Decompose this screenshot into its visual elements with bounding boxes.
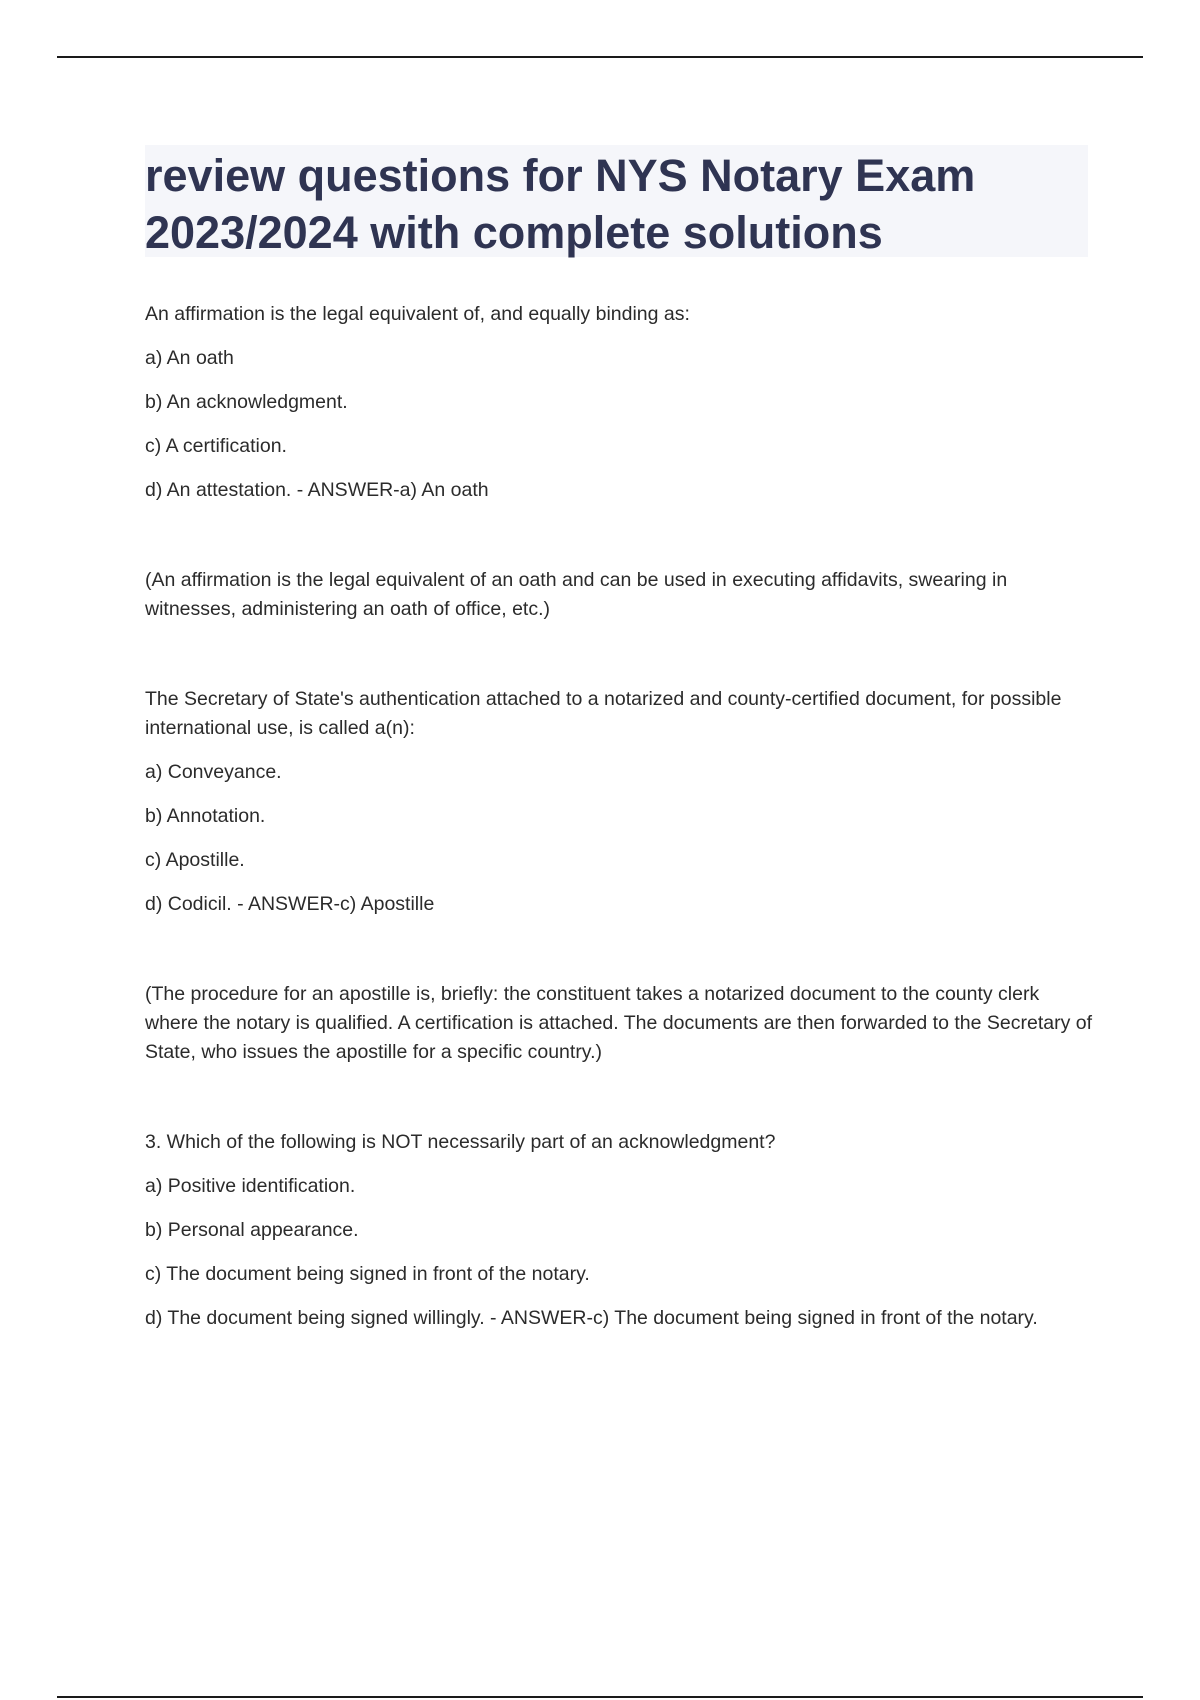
q2-option-a: a) Conveyance. xyxy=(145,761,282,783)
q1-explanation: (An affirmation is the legal equivalent of an oath and can be used in executing affidavits, swearing in witnesses, administering an oath of office, etc.) xyxy=(145,569,1008,620)
q1-option-a: a) An oath xyxy=(145,347,234,369)
q2-option-c: c) Apostille. xyxy=(145,849,245,871)
q2-option-b: b) Annotation. xyxy=(145,805,266,827)
top-rule xyxy=(57,56,1143,58)
question-1: An affirmation is the legal equivalent of, and equally binding as: xyxy=(145,303,690,325)
q3-option-c: c) The document being signed in front of the notary. xyxy=(145,1263,590,1285)
q3-option-a: a) Positive identification. xyxy=(145,1175,356,1197)
question-3: 3. Which of the following is NOT necessarily part of an acknowledgment? xyxy=(145,1131,776,1153)
q2-option-d-answer: d) Codicil. - ANSWER-c) Apostille xyxy=(145,893,435,915)
bottom-rule xyxy=(57,1696,1143,1698)
q3-option-d-answer: d) The document being signed willingly. - ANSWER-c) The document being signed in front of the notary. xyxy=(145,1307,1038,1329)
document-title xyxy=(145,147,1088,261)
question-2: The Secretary of State's authentication attached to a notarized and county-certified document, for possible international use, is called a(n): xyxy=(145,688,1062,739)
q2-explanation: (The procedure for an apostille is, briefly: the constituent takes a notarized document to the county clerk where the notary is qualified. A certification is attached. The documents are then forwarded to the Secretary of State, who issues the apostille for a specific country.) xyxy=(145,983,1093,1063)
q1-option-c: c) A certification. xyxy=(145,435,287,457)
document-body xyxy=(145,300,1095,1333)
title-block xyxy=(145,145,1088,257)
q1-option-d-answer: d) An attestation. - ANSWER-a) An oath xyxy=(145,479,489,501)
q3-option-b: b) Personal appearance. xyxy=(145,1219,359,1241)
title-line-2: 2023/2024 with complete solutions xyxy=(145,207,883,258)
q1-option-b: b) An acknowledgment. xyxy=(145,391,348,413)
title-line-1: review questions for NYS Notary Exam xyxy=(145,150,976,201)
